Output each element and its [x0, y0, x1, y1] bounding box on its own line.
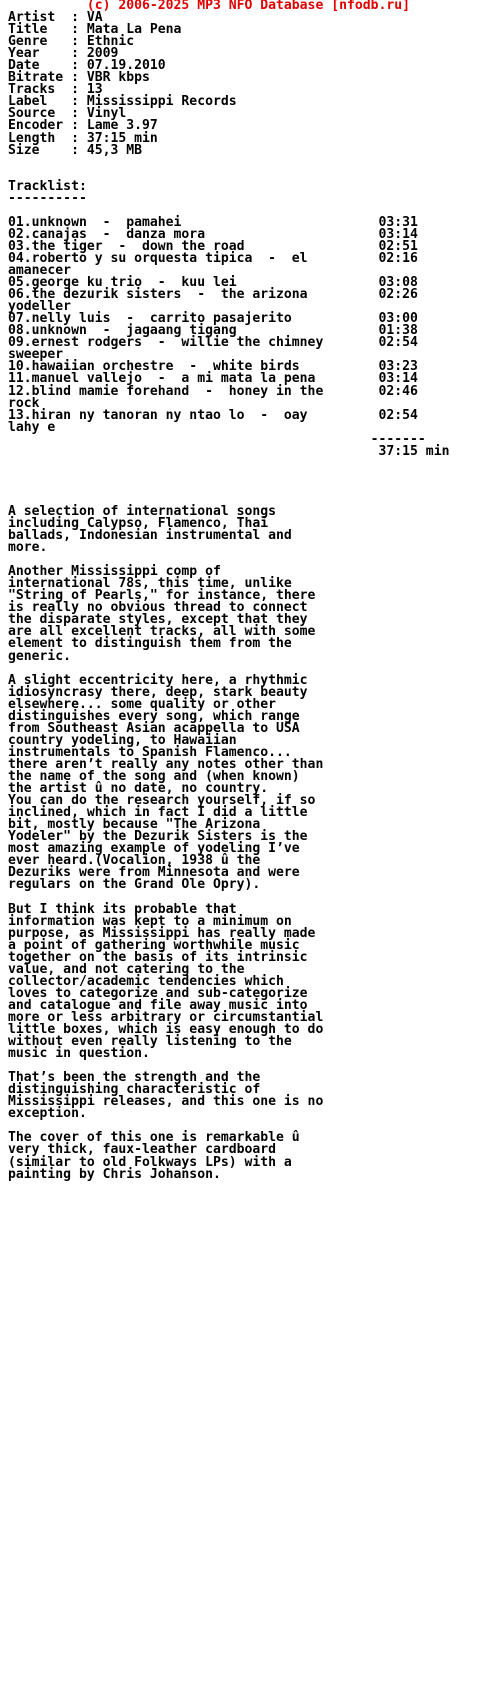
nfo-line: A selection of international songs	[8, 503, 277, 519]
nfo-line: Another Mississippi comp of	[8, 564, 221, 580]
nfo-line: inclined, which in fact I did a little	[8, 805, 308, 821]
nfo-line: Length : 37:15 min	[8, 130, 158, 146]
nfo-line: elsewhere... some quality or other	[8, 696, 277, 712]
nfo-line: 04.roberto y su orquesta tipica - el 02:16	[8, 250, 418, 266]
nfo-line: information was kept to a minimum on	[8, 913, 292, 929]
nfo-line: Genre : Ethnic	[8, 34, 135, 50]
nfo-line: element to distinguish them from the	[8, 636, 292, 652]
nfo-line: 10.hawaiian orchestre - white birds 03:23	[8, 359, 418, 375]
nfo-line	[8, 157, 488, 169]
nfo-header: (c) 2006-2025 MP3 NFO Database [nfodb.ru]	[8, 0, 411, 13]
nfo-line: Year : 2009	[8, 46, 119, 62]
nfo-line: bit, mostly because "The Arizona	[8, 817, 261, 833]
nfo-line: amanecer	[8, 263, 72, 279]
nfo-line: Encoder : Lame 3.97	[8, 118, 158, 134]
nfo-line: Mississippi releases, and this one is no	[8, 1094, 324, 1110]
nfo-line: most amazing example of yodeling I’ve	[8, 841, 300, 857]
nfo-line: exception.	[8, 1106, 87, 1122]
nfo-line: painting by Chris Johanson.	[8, 1166, 221, 1182]
nfo-line: 06.the dezurik sisters - the arizona 02:26	[8, 287, 418, 303]
nfo-line: music in question.	[8, 1046, 150, 1062]
nfo-line	[8, 470, 488, 482]
nfo-line: a point of gathering worthwhile music	[8, 937, 300, 953]
nfo-line: 02.canajas - danza mora 03:14	[8, 226, 418, 242]
nfo-line: Label : Mississippi Records	[8, 94, 237, 110]
nfo-line: from Southeast Asian acappella to USA	[8, 720, 300, 736]
nfo-line: the artist û no date, no country.	[8, 781, 269, 797]
nfo-line: 07.nelly luis - carrito pasajerito 03:00	[8, 311, 418, 327]
nfo-line: value, and not catering to the	[8, 961, 245, 977]
nfo-line: is really no obvious thread to connect	[8, 600, 308, 616]
nfo-line: without even really listening to the	[8, 1034, 292, 1050]
nfo-line: yodeller	[8, 299, 72, 315]
nfo-line: collector/academic tendencies which	[8, 973, 284, 989]
nfo-line: idiosyncrasy there, deep, stark beauty	[8, 684, 308, 700]
nfo-line: the disparate styles, except that they	[8, 612, 308, 628]
nfo-line: distinguishing characteristic of	[8, 1082, 261, 1098]
nfo-line: Tracklist:	[8, 178, 87, 194]
nfo-line: including Calypso, Flamenco, Thai	[8, 516, 269, 532]
nfo-line: purpose, as Mississippi has really made	[8, 925, 316, 941]
nfo-line: international 78s, this time, unlike	[8, 576, 292, 592]
nfo-text	[8, 0, 488, 1181]
nfo-line: ever heard.(Vocalion, 1938 û the	[8, 853, 261, 869]
nfo-line: together on the basis of its intrinsic	[8, 949, 308, 965]
nfo-line: rock	[8, 395, 40, 411]
nfo-line: ----------	[8, 190, 87, 206]
nfo-line: Artist : VA	[8, 10, 103, 26]
nfo-line: more.	[8, 540, 48, 556]
nfo-line: The cover of this one is remarkable û	[8, 1130, 300, 1146]
nfo-line: little boxes, which is easy enough to do	[8, 1021, 324, 1037]
nfo-line: 09.ernest rodgers - willie the chimney 02:54	[8, 335, 418, 351]
nfo-line: there aren’t really any notes other than	[8, 756, 324, 772]
nfo-line: Bitrate : VBR kbps	[8, 70, 150, 86]
nfo-line: A slight eccentricity here, a rhythmic	[8, 672, 308, 688]
nfo-line: "String of Pearls," for instance, there	[8, 588, 316, 604]
nfo-line	[8, 458, 488, 470]
nfo-line: 08.unknown - jagaang tigang 01:38	[8, 323, 418, 339]
nfo-line: That’s been the strength and the	[8, 1070, 261, 1086]
nfo-line: are all excellent tracks, all with some	[8, 624, 316, 640]
nfo-line: 37:15 min	[8, 443, 450, 459]
nfo-line: Yodeler" by the Dezurik Sisters is the	[8, 829, 308, 845]
nfo-line: 11.manuel vallejo - a mi mata la pena 03:14	[8, 371, 418, 387]
nfo-line: You can do the research yourself, if so	[8, 793, 316, 809]
nfo-line: Source : Vinyl	[8, 106, 127, 122]
nfo-line: But I think its probable that	[8, 901, 237, 917]
nfo-line: Tracks : 13	[8, 82, 103, 98]
nfo-line: 12.blind mamie forehand - honey in the 02:46	[8, 383, 418, 399]
nfo-line: lahy e	[8, 419, 56, 435]
nfo-line: 01.unknown - pamahei 03:31	[8, 214, 418, 230]
nfo-line: distinguishes every song, which range	[8, 708, 300, 724]
nfo-line: instrumentals to Spanish Flamenco...	[8, 744, 292, 760]
nfo-line: Size : 45,3 MB	[8, 142, 143, 158]
nfo-line: the name of the song and (when known)	[8, 769, 300, 784]
nfo-line: regulars on the Grand Ole Opry).	[8, 877, 261, 893]
nfo-line: and catalogue and file away music into	[8, 997, 308, 1013]
nfo-line: 05.george ku trio - kuu lei 03:08	[8, 275, 418, 291]
nfo-line: very thick, faux-leather cardboard	[8, 1142, 277, 1158]
nfo-line: generic.	[8, 648, 72, 664]
nfo-line: Dezuriks were from Minnesota and were	[8, 865, 300, 881]
nfo-line: more or less arbitrary or circumstantial	[8, 1009, 324, 1025]
nfo-line: ballads, Indonesian instrumental and	[8, 528, 292, 544]
nfo-line: Date : 07.19.2010	[8, 58, 166, 74]
nfo-line: -------	[8, 431, 426, 447]
nfo-line: 03.the tiger - down the road 02:51	[8, 238, 418, 254]
nfo-line: country yodeling, to Hawaiian	[8, 732, 237, 748]
nfo-line: Title : Mata La Pena	[8, 22, 182, 38]
nfo-line: sweeper	[8, 347, 64, 363]
nfo-line: (similar to old Folkways LPs) with a	[8, 1154, 292, 1170]
nfo-line: 13.hiran ny tanoran ny ntao lo - oay 02:54	[8, 407, 418, 423]
nfo-line	[8, 482, 488, 494]
nfo-line: loves to categorize and sub-categorize	[8, 985, 308, 1001]
